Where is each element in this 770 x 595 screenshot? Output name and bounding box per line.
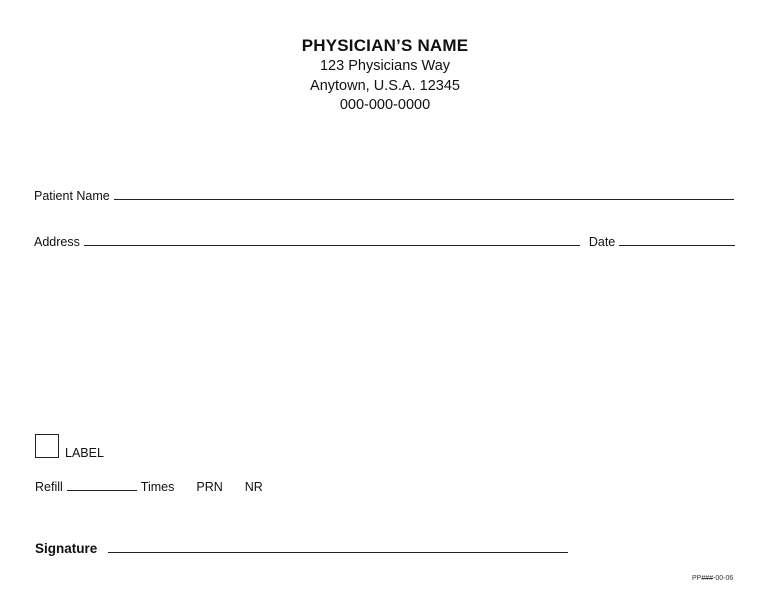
refill-count-field[interactable] bbox=[67, 490, 137, 491]
date-field[interactable] bbox=[619, 245, 735, 246]
physician-name: PHYSICIAN’S NAME bbox=[301, 36, 469, 55]
physician-address-line2: Anytown, U.S.A. 12345 bbox=[310, 77, 460, 94]
prn-option[interactable]: PRN bbox=[196, 480, 223, 494]
form-code bbox=[692, 575, 733, 582]
refill-row bbox=[35, 480, 263, 494]
signature-label: Signature bbox=[35, 541, 98, 556]
date-label: Date bbox=[588, 235, 616, 249]
patient-name-row bbox=[34, 189, 734, 203]
address-field[interactable] bbox=[84, 245, 580, 246]
address-date-row bbox=[34, 235, 735, 249]
patient-name-field[interactable] bbox=[114, 199, 734, 200]
label-option-row bbox=[35, 434, 104, 458]
prescription-header bbox=[0, 35, 770, 116]
label-checkbox[interactable] bbox=[35, 434, 59, 458]
address-label: Address bbox=[34, 235, 80, 249]
signature-field[interactable] bbox=[108, 552, 568, 553]
form-code-strike: ### bbox=[701, 575, 714, 582]
times-label: Times bbox=[140, 480, 175, 494]
patient-name-label: Patient Name bbox=[34, 189, 110, 203]
form-code-suffix: -00-06 bbox=[713, 575, 734, 582]
physician-address-line1: 123 Physicians Way bbox=[319, 58, 451, 74]
physician-phone: 000-000-0000 bbox=[339, 97, 431, 113]
nr-option[interactable]: NR bbox=[244, 480, 263, 494]
label-checkbox-text: LABEL bbox=[65, 446, 104, 460]
refill-label: Refill bbox=[35, 480, 63, 494]
form-code-prefix: PP bbox=[692, 575, 702, 582]
signature-row bbox=[35, 541, 568, 556]
